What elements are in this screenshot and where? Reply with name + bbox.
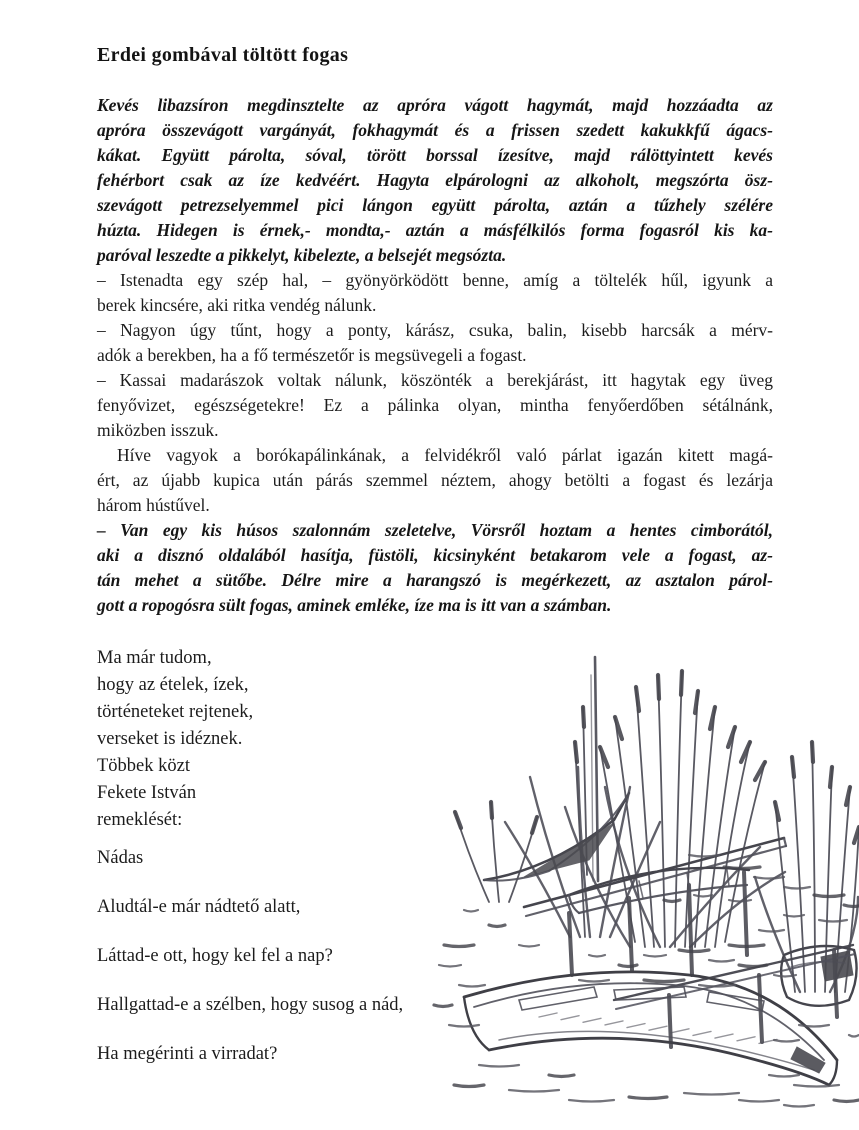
- paragraph-line: berek kincsére, aki ritka vendég nálunk.: [97, 295, 377, 315]
- paragraph-line: aki a disznó oldalából hasítja, füstöli, kicsinyként betakarom vele a fogast, az-: [97, 545, 773, 565]
- body-paragraph: [97, 268, 773, 318]
- paragraph-line: adók a berekben, ha a fő természetőr is megsüvegeli a fogast.: [97, 345, 527, 365]
- paragraph-line: – Nagyon úgy tűnt, hogy a ponty, kárász, csuka, balin, kisebb harcsák a mérv-: [97, 320, 773, 340]
- paragraph-line: három hústűvel.: [97, 495, 210, 515]
- body-paragraph: [97, 318, 773, 368]
- paragraph-line: – Istenadta egy szép hal, – gyönyörködött benne, amíg a töltelék hűl, igyunk a: [97, 270, 773, 290]
- poem-intro-line: Ma már tudom,: [97, 648, 212, 668]
- poem-intro-line: remeklését:: [97, 810, 183, 830]
- poem-line: Láttad-e ott, hogy kel fel a nap?: [97, 946, 333, 966]
- paragraph-line: húzta. Hidegen is érnek,- mondta,- aztán a másfélkilós forma fogasról kis ka-: [97, 220, 773, 240]
- paragraph-line: kákat. Együtt párolta, sóval, törött borssal ízesítve, majd rálöttyintett kevés: [97, 145, 773, 165]
- paragraph-line: – Van egy kis húsos szalonnám szeletelve, Vörsről hoztam a hentes cimborától,: [97, 520, 773, 540]
- poem-intro-line: Többek közt: [97, 756, 190, 776]
- poem-intro-line: Fekete István: [97, 783, 197, 803]
- poem-title: Nádas: [97, 848, 144, 868]
- body-paragraphs: [97, 93, 773, 618]
- poem-block: [97, 645, 517, 1068]
- body-paragraph: [97, 518, 773, 618]
- poem-line: Hallgattad-e a szélben, hogy susog a nád,: [97, 995, 404, 1015]
- paragraph-line: ért, az újabb kupica után párás szemmel néztem, ahogy betölti a fogast és lezárja: [97, 470, 773, 490]
- poem-intro-line: történeteket rejtenek,: [97, 702, 254, 722]
- paragraph-line: tán mehet a sütőbe. Délre mire a harangszó is megérkezett, az asztalon párol-: [97, 570, 773, 590]
- paragraph-line: fehérbort csak az íze kedvéért. Hagyta elpárologni az alkoholt, megszórta ösz-: [97, 170, 773, 190]
- body-paragraph: [97, 93, 773, 268]
- paragraph-line: gott a ropogósra sült fogas, aminek emléke, íze ma is itt van a számban.: [97, 595, 612, 615]
- poem-intro: [97, 645, 517, 834]
- paragraph-line: paróval leszedte a pikkelyt, kibelezte, a belsejét megsózta.: [97, 245, 507, 265]
- poem-line: Aludtál-e már nádtető alatt,: [97, 897, 301, 917]
- body-paragraph: [97, 368, 773, 443]
- paragraph-line: apróra összevágott vargányát, fokhagymát és a frissen szedett kakukkfű ágacs-: [97, 120, 773, 140]
- page-title: Erdei gombával töltött fogas: [97, 44, 349, 66]
- paragraph-line: miközben isszuk.: [97, 420, 219, 440]
- poem-line: Ha megérinti a virradat?: [97, 1044, 278, 1064]
- paragraph-line: Kevés libazsíron megdinsztelte az apróra vágott hagymát, majd hozzáadta az: [97, 95, 773, 115]
- paragraph-line: szevágott petrezselyemmel pici lángon együtt párolta, aztán a tűzhely szélére: [97, 195, 773, 215]
- paragraph-line: Híve vagyok a borókapálinkának, a felvidékről való párlat igazán kitett magá-: [117, 445, 773, 465]
- poem-intro-line: hogy az ételek, ízek,: [97, 675, 249, 695]
- poem-intro-line: verseket is idéznek.: [97, 729, 243, 749]
- body-paragraph: [97, 443, 773, 518]
- paragraph-line: fenyővizet, egészségetekre! Ez a pálinka olyan, mintha fenyőerdőben sétálnánk,: [97, 395, 773, 415]
- poem-stanza: [97, 894, 517, 1068]
- paragraph-line: – Kassai madarászok voltak nálunk, köszönték a berekjárást, itt hagytak egy üveg: [97, 370, 773, 390]
